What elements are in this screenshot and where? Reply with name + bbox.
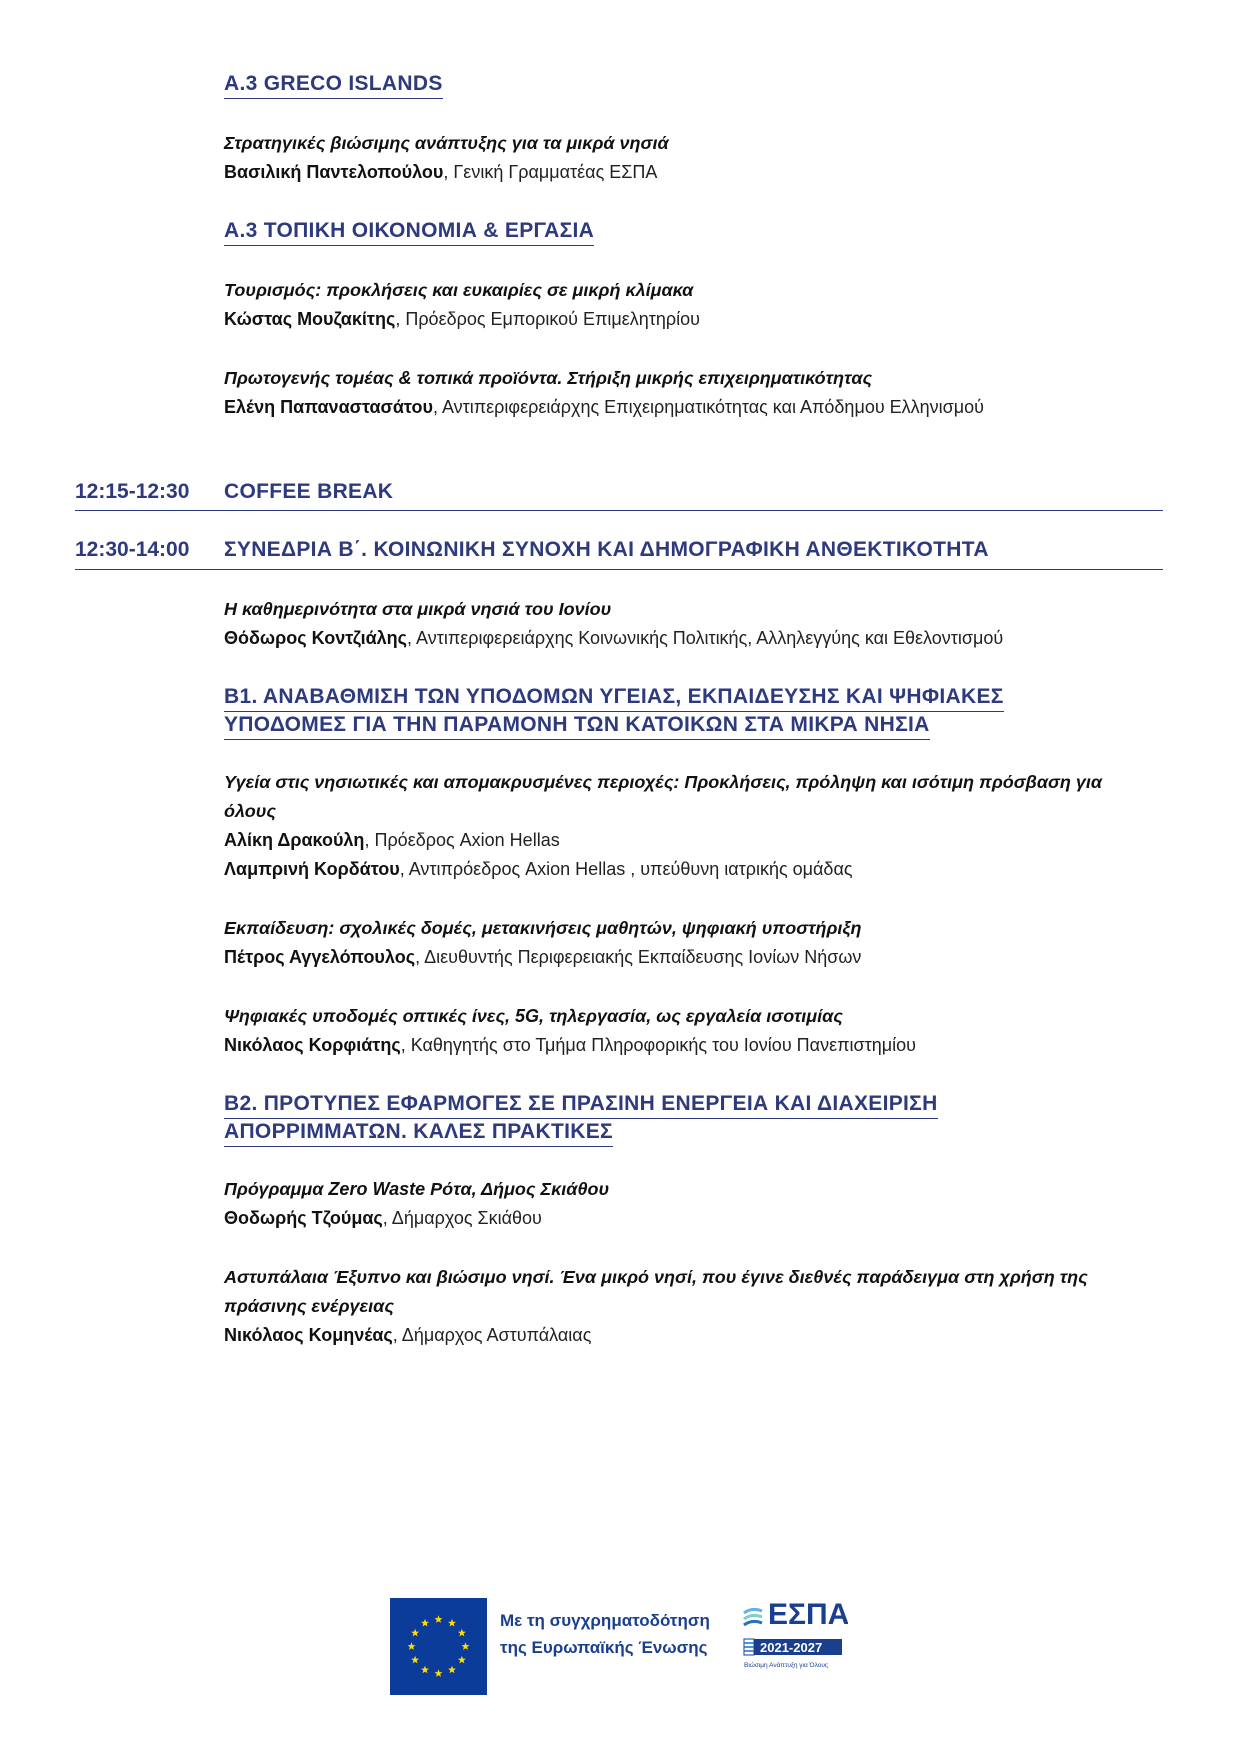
- talk-item: [224, 276, 1154, 334]
- eu-stars-icon: [390, 1598, 487, 1695]
- eu-star: [435, 1615, 443, 1623]
- espa-tagline: Βιώσιμη Ανάπτυξη για Όλους: [744, 1662, 829, 1669]
- speaker-name: Πέτρος Αγγελόπουλος: [224, 947, 416, 967]
- eu-star: [408, 1642, 416, 1650]
- section-title-b1-line2: ΥΠΟΔΟΜΕΣ ΓΙΑ ΤΗΝ ΠΑΡΑΜΟΝΗ ΤΩΝ ΚΑΤΟΙΚΩΝ ΣΤΑ ΜΙΚΡΑ ΝΗΣΙΑ: [224, 711, 930, 740]
- section-title-local-economy: Α.3 ΤΟΠΙΚΗ ΟΙΚΟΝΟΜΙΑ & ΕΡΓΑΣΙΑ: [224, 217, 594, 246]
- espa-logo-icon: [738, 1589, 848, 1689]
- speaker-name: Θοδωρής Τζούμας: [224, 1208, 383, 1228]
- talk-title: Εκπαίδευση: σχολικές δομές, μετακινήσεις μαθητών, ψηφιακή υποστήριξη: [224, 918, 862, 938]
- speaker-name: Βασιλική Παντελοπούλου: [224, 162, 444, 182]
- talk-item: [224, 364, 1154, 422]
- speaker-name: Αλίκη Δρακούλη: [224, 830, 365, 850]
- eu-flag-logo: [390, 1598, 487, 1695]
- talk-item: [224, 1263, 1154, 1350]
- speaker-role: , Δήμαρχος Αστυπάλαιας: [392, 1325, 592, 1345]
- espa-years: 2021-2027: [760, 1640, 823, 1655]
- speaker-name: Νικόλαος Κομηνέας: [224, 1325, 393, 1345]
- speaker-line: [224, 826, 1154, 855]
- speaker-role: , Διευθυντής Περιφερειακής Εκπαίδευσης Ιονίων Νήσων: [415, 947, 862, 967]
- talk-item: [224, 129, 1154, 187]
- speaker-role: , Καθηγητής στο Τμήμα Πληροφορικής του Ιονίου Πανεπιστημίου: [400, 1035, 916, 1055]
- divider: [75, 569, 1163, 570]
- talk-item: [224, 768, 1154, 884]
- talk-title: Ψηφιακές υποδομές οπτικές ίνες, 5G, τηλεργασία, ως εργαλεία ισοτιμίας: [224, 1006, 843, 1026]
- espa-logo: [738, 1589, 848, 1689]
- section-title-greco-islands: Α.3 GRECO ISLANDS: [224, 70, 443, 99]
- slot-time: 12:15-12:30: [75, 480, 190, 503]
- speaker-line: [224, 1031, 1154, 1060]
- speaker-role: , Αντιπρόεδρος Axion Hellas , υπεύθυνη ιατρικής ομάδας: [399, 859, 853, 879]
- espa-title: ΕΣΠΑ: [768, 1598, 848, 1631]
- section-title-b2-line2: ΑΠΟΡΡΙΜΜΑΤΩΝ. ΚΑΛΕΣ ΠΡΑΚΤΙΚΕΣ: [224, 1118, 613, 1147]
- speaker-role: , Πρόεδρος Εμπορικού Επιμελητηρίου: [395, 309, 701, 329]
- eu-star: [411, 1656, 419, 1664]
- eu-text-line2: της Ευρωπαϊκής Ένωσης: [500, 1638, 708, 1657]
- talk-title: Αστυπάλαια Έξυπνο και βιώσιμο νησί. Ένα μικρό νησί, που έγινε διεθνές παράδειγμα στη χρήση της πράσινης ενέργειας: [224, 1267, 1088, 1316]
- slot-title-session-b: ΣΥΝΕΔΡΙΑ Β΄. ΚΟΙΝΩΝΙΚΗ ΣΥΝΟΧΗ ΚΑΙ ΔΗΜΟΓΡΑΦΙΚΗ ΑΝΘΕΚΤΙΚΟΤΗΤΑ: [224, 538, 989, 561]
- talk-title: Στρατηγικές βιώσιμης ανάπτυξης για τα μικρά νησιά: [224, 133, 669, 153]
- eu-star: [458, 1656, 466, 1664]
- section-title-b1-line1: Β1. ΑΝΑΒΑΘΜΙΣΗ ΤΩΝ ΥΠΟΔΟΜΩΝ ΥΓΕΙΑΣ, ΕΚΠΑΙΔΕΥΣΗΣ ΚΑΙ ΨΗΦΙΑΚΕΣ: [224, 683, 1004, 712]
- speaker-line: [224, 1204, 1154, 1233]
- speaker-role: , Αντιπεριφερειάρχης Κοινωνικής Πολιτικής, Αλληλεγγύης και Εθελοντισμού: [407, 628, 1004, 648]
- speaker-role: , Δήμαρχος Σκιάθου: [382, 1208, 542, 1228]
- speaker-role: , Γενική Γραμματέας ΕΣΠΑ: [443, 162, 658, 182]
- talk-item: [224, 914, 1154, 972]
- eu-star: [448, 1619, 456, 1627]
- speaker-role: , Πρόεδρος Axion Hellas: [364, 830, 560, 850]
- talk-item: [224, 1175, 1154, 1233]
- speaker-line: [224, 943, 1154, 972]
- talk-title: Πρόγραμμα Zero Waste Ρότα, Δήμος Σκιάθου: [224, 1179, 610, 1199]
- divider: [75, 510, 1163, 511]
- eu-star: [421, 1619, 429, 1627]
- slot-time: 12:30-14:00: [75, 538, 190, 561]
- eu-cofunding-text: [500, 1607, 710, 1661]
- talk-item: [224, 595, 1154, 653]
- speaker-line: [224, 624, 1154, 653]
- speaker-line: [224, 1321, 1154, 1350]
- talk-title: Υγεία στις νησιωτικές και απομακρυσμένες περιοχές: Προκλήσεις, πρόληψη και ισότιμη πρόσβαση για όλους: [224, 772, 1103, 821]
- eu-star: [411, 1629, 419, 1637]
- speaker-line: [224, 855, 1154, 884]
- speaker-line: [224, 305, 1154, 334]
- speaker-name: Ελένη Παπαναστασάτου: [224, 397, 433, 417]
- talk-item: [224, 1002, 1154, 1060]
- eu-star: [458, 1629, 466, 1637]
- eu-star: [462, 1642, 470, 1650]
- speaker-name: Θόδωρος Κοντζιάλης: [224, 628, 408, 648]
- speaker-name: Κώστας Μουζακίτης: [224, 309, 396, 329]
- eu-text-line1: Με τη συγχρηματοδότηση: [500, 1611, 710, 1630]
- speaker-line: [224, 158, 1154, 187]
- eu-star: [448, 1666, 456, 1674]
- talk-title: Η καθημερινότητα στα μικρά νησιά του Ιονίου: [224, 599, 612, 619]
- speaker-name: Νικόλαος Κορφιάτης: [224, 1035, 401, 1055]
- speaker-role: , Αντιπεριφερειάρχης Επιχειρηματικότητας και Απόδημου Ελληνισμού: [432, 397, 985, 417]
- talk-title: Πρωτογενής τομέας & τοπικά προϊόντα. Στήριξη μικρής επιχειρηματικότητας: [224, 368, 873, 388]
- talk-title: Τουρισμός: προκλήσεις και ευκαιρίες σε μικρή κλίμακα: [224, 280, 694, 300]
- speaker-line: [224, 393, 1154, 422]
- eu-star: [435, 1669, 443, 1677]
- speaker-name: Λαμπρινή Κορδάτου: [224, 859, 400, 879]
- slot-title-coffee-break: COFFEE BREAK: [224, 480, 394, 503]
- section-title-b2-line1: Β2. ΠΡΟΤΥΠΕΣ ΕΦΑΡΜΟΓΕΣ ΣΕ ΠΡΑΣΙΝΗ ΕΝΕΡΓΕΙΑ ΚΑΙ ΔΙΑΧΕΙΡΙΣΗ: [224, 1090, 938, 1119]
- eu-star: [421, 1666, 429, 1674]
